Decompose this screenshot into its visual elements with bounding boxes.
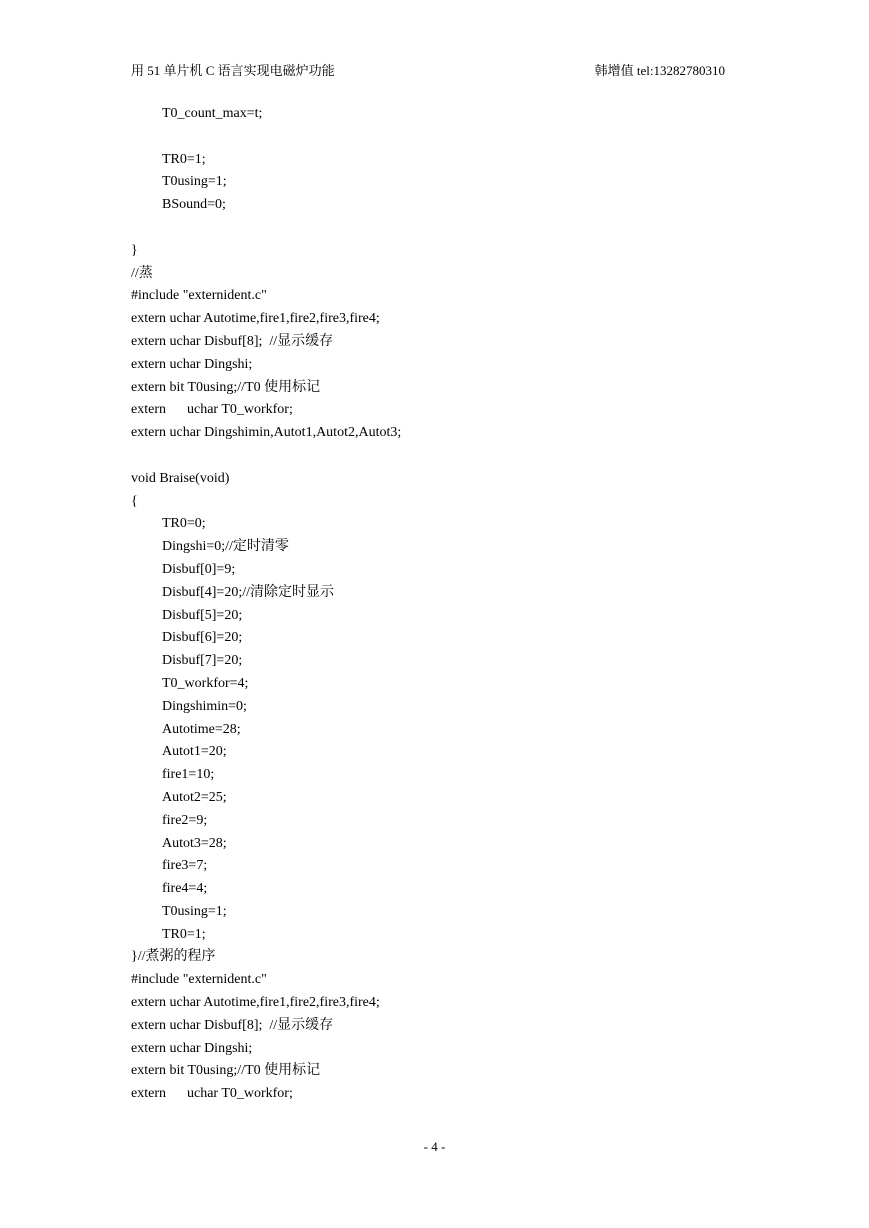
- code-line: void Braise(void): [131, 470, 230, 486]
- code-line: BSound=0;: [162, 197, 226, 213]
- code-line: Disbuf[4]=20;//清除定时显示: [162, 584, 334, 600]
- code-line: //蒸: [131, 265, 153, 281]
- code-line: Dingshi=0;//定时清零: [162, 539, 289, 555]
- code-line: extern uchar Dingshi;: [131, 356, 253, 372]
- code-line: Autotime=28;: [162, 721, 241, 737]
- code-line: fire2=9;: [162, 812, 208, 828]
- code-line: #include "externident.c": [131, 288, 267, 304]
- code-line: extern uchar Disbuf[8]; //显示缓存: [131, 333, 334, 349]
- code-line: fire4=4;: [162, 881, 208, 897]
- code-line: TR0=1;: [162, 151, 206, 167]
- code-line: Autot1=20;: [162, 744, 227, 760]
- code-line: extern uchar Autotime,fire1,fire2,fire3,fire4;: [131, 311, 380, 327]
- page-header: [131, 62, 725, 80]
- code-line: TR0=0;: [162, 516, 206, 532]
- code-line: Disbuf[7]=20;: [162, 653, 243, 669]
- code-line: Dingshimin=0;: [162, 698, 247, 714]
- code-line: T0using=1;: [162, 903, 227, 919]
- code-line: Disbuf[0]=9;: [162, 561, 236, 577]
- code-line: fire3=7;: [162, 858, 208, 874]
- code-listing: [131, 103, 731, 1106]
- blank-line: [131, 126, 731, 149]
- blank-line: [131, 445, 731, 468]
- code-line: Disbuf[5]=20;: [162, 607, 243, 623]
- code-line: Autot3=28;: [162, 835, 227, 851]
- header-author-contact: 韩增值 tel:13282780310: [594, 63, 725, 78]
- code-line: }: [131, 242, 138, 258]
- code-line: #include "externident.c": [131, 972, 267, 988]
- code-line: extern bit T0using;//T0 使用标记: [131, 379, 321, 395]
- code-line: T0using=1;: [162, 174, 227, 190]
- code-line: extern bit T0using;//T0 使用标记: [131, 1063, 321, 1079]
- code-line: Autot2=25;: [162, 789, 227, 805]
- code-line: T0_count_max=t;: [162, 106, 263, 121]
- blank-line: [131, 217, 731, 240]
- page-number: - 4 -: [423, 1139, 446, 1154]
- code-line: extern uchar Autotime,fire1,fire2,fire3,fire4;: [131, 995, 380, 1011]
- page-footer: [0, 1138, 869, 1156]
- code-line: }//煮粥的程序: [131, 949, 216, 965]
- code-line: extern uchar T0_workfor;: [131, 402, 293, 418]
- code-line: T0_workfor=4;: [162, 675, 249, 691]
- code-line: extern uchar Disbuf[8]; //显示缓存: [131, 1017, 334, 1033]
- code-line: extern uchar Dingshimin,Autot1,Autot2,Autot3;: [131, 425, 402, 441]
- code-line: TR0=1;: [162, 926, 206, 942]
- code-line: fire1=10;: [162, 767, 215, 783]
- code-line: {: [131, 493, 138, 509]
- code-line: extern uchar Dingshi;: [131, 1040, 253, 1056]
- code-line: Disbuf[6]=20;: [162, 630, 243, 646]
- code-line: extern uchar T0_workfor;: [131, 1086, 293, 1102]
- header-divider: [131, 82, 725, 83]
- header-title: 用 51 单片机 C 语言实现电磁炉功能: [131, 63, 335, 78]
